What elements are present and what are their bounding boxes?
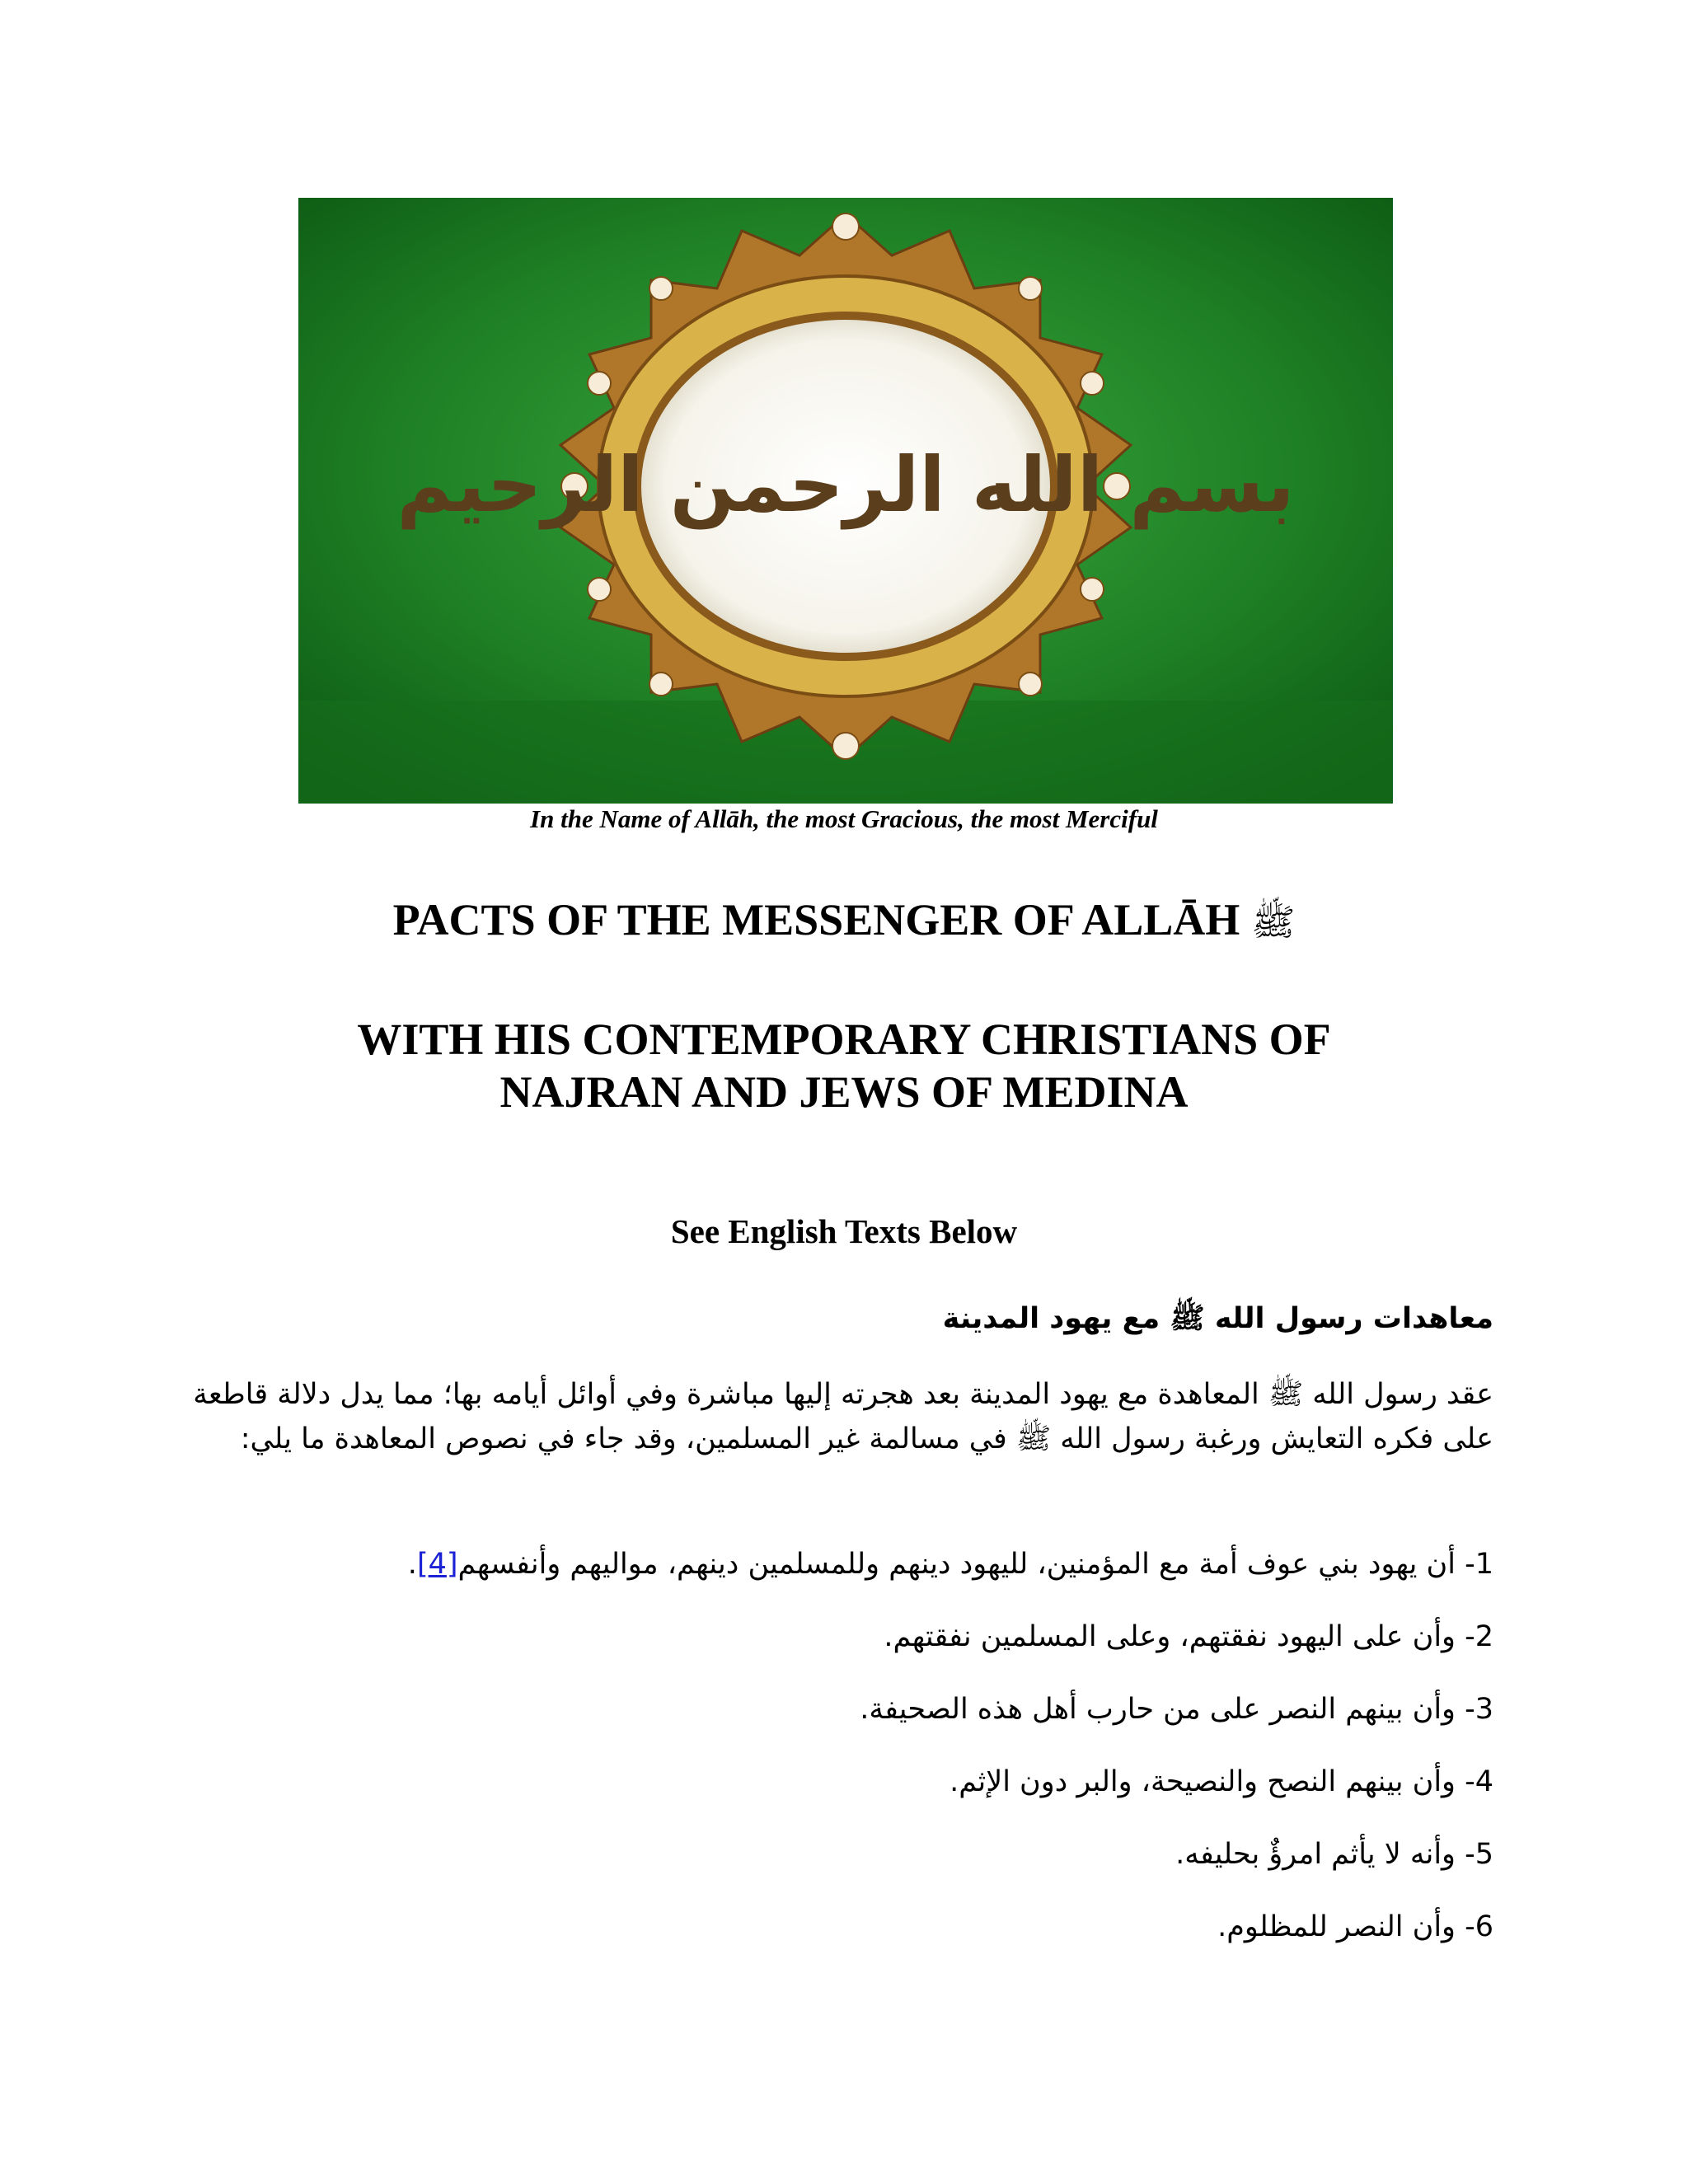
banner-caption: In the Name of Allāh, the most Gracious, the most Merciful	[530, 804, 1158, 833]
page-title-text: PACTS OF THE MESSENGER OF ALLĀH	[392, 895, 1240, 944]
page-title	[0, 894, 1688, 947]
arabic-list-item-3: 3- وأن بينهم النصر على من حارب أهل هذه الصحيفة.	[860, 1693, 1493, 1726]
page-title-second	[0, 1014, 1688, 1118]
bismillah-banner-image	[298, 198, 1393, 804]
bismillah-calligraphy: بسم الله الرحمن الرحيم	[396, 441, 1295, 529]
honorific-symbol: ﷺ	[1251, 902, 1296, 943]
arabic-list-item-1-text: 1- أن يهود بني عوف أمة مع المؤمنين، لليهود دينهم وللمسلمين دينهم، مواليهم وأنفسهم	[457, 1548, 1493, 1581]
page-title-second-text: WITH HIS CONTEMPORARY CHRISTIANS OF NAJRAN AND JEWS OF MEDINA	[357, 1015, 1331, 1117]
footnote-link-4[interactable]: [4]	[416, 1548, 458, 1581]
arabic-list-item-1: 1- أن يهود بني عوف أمة مع المؤمنين، لليهود دينهم وللمسلمين دينهم، مواليهم وأنفسهم[4].	[407, 1548, 1493, 1581]
arabic-list-item-5: 5- وأنه لا يأثم امرؤٌ بحليفه.	[1175, 1838, 1493, 1871]
bismillah-artwork	[298, 198, 1393, 804]
arabic-list-item-4: 4- وأن بينهم النصح والنصيحة، والبر دون الإثم.	[950, 1765, 1493, 1798]
arabic-heading: معاهدات رسول الله ﷺ مع يهود المدينة	[942, 1302, 1493, 1335]
arabic-list-item-6: 6- وأن النصر للمظلوم.	[1217, 1910, 1493, 1943]
arabic-intro-paragraph: عقد رسول الله ﷺ المعاهدة مع يهود المدينة بعد هجرته إليها مباشرة وفي أوائل أيامه بها؛ مما يدل دلالة قاطعة على فكره التعايش ورغبة رسول الله ﷺ في مسالمة غير المسلمين، وقد جاء في نصوص المعاهدة ما يلي:	[193, 1378, 1493, 1456]
see-english-note: See English Texts Below	[670, 1212, 1018, 1250]
arabic-list-item-2: 2- وأن على اليهود نفقتهم، وعلى المسلمين نفقتهم.	[884, 1620, 1493, 1653]
